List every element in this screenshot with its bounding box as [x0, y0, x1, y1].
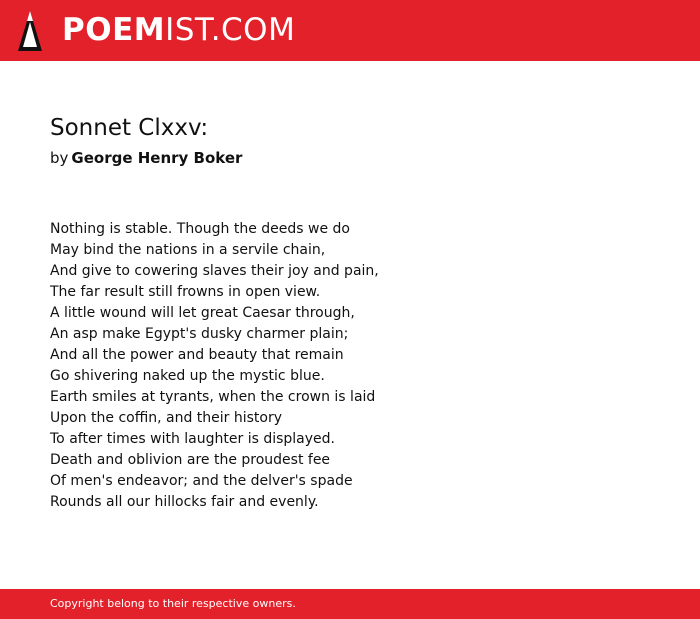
brand-bold: POEM	[62, 12, 166, 48]
poem-line: And give to cowering slaves their joy and pain,	[50, 263, 379, 279]
poem-line: An asp make Egypt's dusky charmer plain;	[50, 326, 349, 342]
poem-line: May bind the nations in a servile chain,	[50, 242, 326, 258]
site-footer	[0, 589, 700, 619]
poem-body	[50, 219, 650, 513]
brand-light: IST.COM	[165, 12, 296, 48]
byline	[50, 149, 242, 167]
poem-line: Earth smiles at tyrants, when the crown is laid	[50, 389, 376, 405]
by-label: by	[50, 149, 69, 167]
site-logo[interactable]	[62, 12, 295, 48]
page-title: Sonnet Clxxv:	[50, 115, 209, 141]
poem-line: And all the power and beauty that remain	[50, 347, 344, 363]
poem-line: To after times with laughter is displayed.	[50, 431, 335, 447]
poem-line: A little wound will let great Caesar through,	[50, 305, 355, 321]
poem-line: The far result still frowns in open view.	[50, 284, 321, 300]
poem-line: Rounds all our hillocks fair and evenly.	[50, 494, 319, 510]
poem-line: Go shivering naked up the mystic blue.	[50, 368, 325, 384]
author-name: George Henry Boker	[71, 149, 243, 167]
poem-line: Death and oblivion are the proudest fee	[50, 452, 331, 468]
site-header	[0, 0, 700, 61]
poem-line: Upon the coffin, and their history	[50, 410, 283, 426]
poem-line: Of men's endeavor; and the delver's spade	[50, 473, 353, 489]
pencil-tip-icon[interactable]	[17, 9, 43, 52]
poem-line: Nothing is stable. Though the deeds we do	[50, 221, 350, 237]
copyright-text: Copyright belong to their respective owners.	[50, 597, 296, 610]
